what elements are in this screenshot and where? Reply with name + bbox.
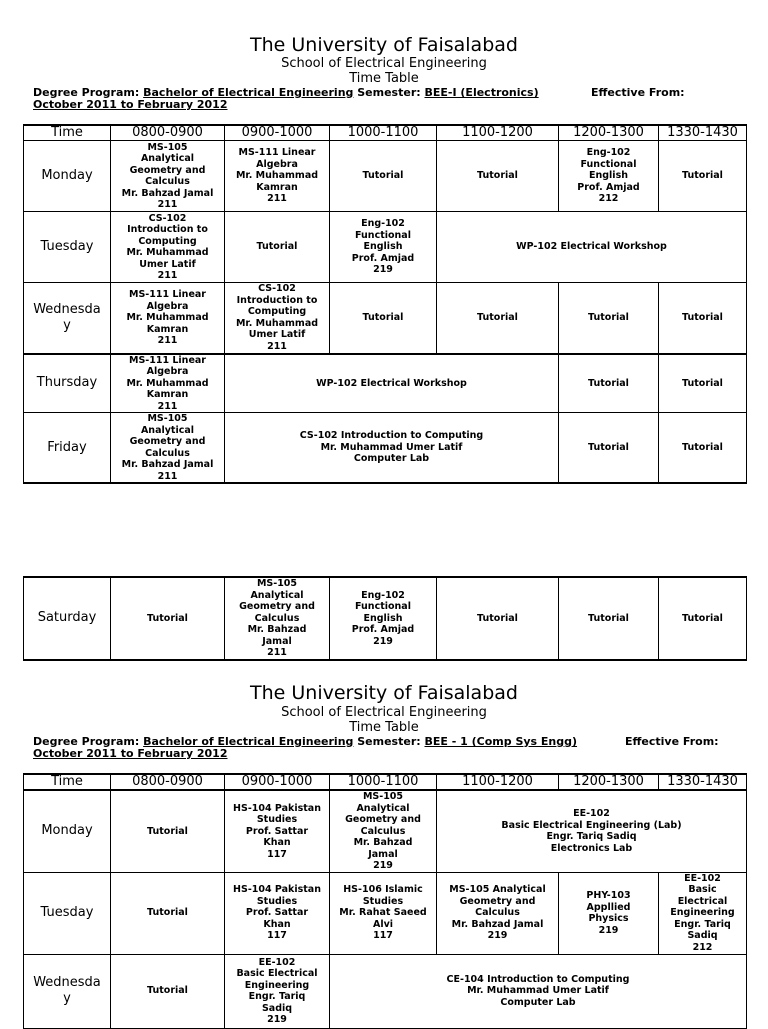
- cell-text-line: Introduction to: [127, 224, 208, 235]
- effective-label: Effective From:: [625, 735, 719, 748]
- cell-text-line: MS-105: [147, 141, 188, 153]
- cell-text-line: 211: [157, 199, 178, 210]
- header-cell: 1330-1430: [659, 774, 747, 790]
- cell-text-line: Physics: [588, 913, 629, 924]
- semester-value: BEE - 1 (Comp Sys Engg): [424, 735, 578, 748]
- cell-text-line: MS-105: [256, 578, 298, 589]
- cell-text-line: English: [589, 170, 628, 182]
- cell-text-line: Studies: [362, 895, 404, 907]
- cell-text-line: MS-111 Linear: [129, 289, 206, 300]
- effective-value: October 2011 to February 2012: [33, 747, 228, 760]
- cell-text-line: Computer Lab: [500, 996, 576, 1008]
- header-cell: 0900-1000: [225, 774, 330, 790]
- cell-text-line: Geometry and: [345, 814, 421, 825]
- cell-text-line: Computing: [138, 235, 197, 247]
- cell-text-line: Mr. Bahzad Jamal: [121, 459, 214, 470]
- tutorial-cell: Tutorial: [659, 283, 747, 354]
- school-name: School of Electrical Engineering: [281, 705, 487, 720]
- degree-value: Bachelor of Electrical Engineering: [143, 735, 354, 748]
- tutorial-cell: Tutorial: [330, 141, 437, 212]
- cell-text-line: Khan: [263, 918, 291, 930]
- cell-text-line: Functional: [580, 158, 637, 170]
- tutorial-cell: Tutorial: [659, 141, 747, 212]
- cell-text-line: English: [363, 241, 403, 253]
- day-label: Friday: [24, 413, 111, 484]
- cell-text-line: 219: [373, 635, 393, 647]
- doc-title: Time Table: [349, 71, 419, 86]
- cell-text-line: 211: [267, 340, 287, 352]
- class-cell: [225, 283, 330, 354]
- class-cell: [225, 577, 330, 660]
- monday-row: [24, 790, 747, 872]
- cell-text-line: Jamal: [368, 848, 398, 860]
- cell-text-line: Appllied: [586, 901, 631, 913]
- cell-text-line: Basic: [688, 884, 717, 896]
- header-cell: Time: [24, 774, 111, 790]
- cell-text-line: 211: [267, 193, 287, 205]
- cell-text-line: Mr. Muhammad Umer Latif: [320, 441, 463, 453]
- cell-text-line: Prof. Amjad: [351, 252, 415, 264]
- cell-text-line: Geometry and: [239, 601, 315, 612]
- tutorial-cell: Tutorial: [111, 577, 225, 660]
- cell-text-line: 211: [157, 470, 178, 482]
- cell-text-line: Mr. Muhammad: [126, 247, 209, 258]
- header-cell: 1200-1300: [559, 774, 659, 790]
- workshop-cell: WP-102 Electrical Workshop: [437, 212, 747, 283]
- cell-text-line: Analytical: [140, 424, 195, 436]
- cell-text-line: Umer Latif: [248, 329, 306, 341]
- tutorial-cell: Tutorial: [437, 283, 559, 354]
- cell-text-line: Mr. Muhammad: [235, 317, 319, 329]
- cell-text-line: 117: [267, 848, 287, 860]
- day-label: [24, 954, 111, 1028]
- cell-text-line: Kamran: [146, 323, 189, 335]
- cell-text-line: Engr. Tariq: [248, 991, 306, 1002]
- cell-text-line: PHY-103: [586, 890, 631, 901]
- friday-row: [24, 413, 747, 484]
- cell-text-line: 211: [267, 647, 287, 658]
- header-cell: 0900-1000: [225, 125, 330, 141]
- header-cell: 0800-0900: [111, 125, 225, 141]
- cell-text-line: Analytical: [250, 589, 304, 601]
- class-cell: [111, 413, 225, 484]
- degree-label: Degree Program:: [33, 735, 140, 748]
- semester-label: Semester:: [357, 735, 421, 748]
- day-label: Tuesday: [24, 212, 111, 283]
- class-cell: [659, 872, 747, 954]
- cell-text-line: Mr. Muhammad Umer Latif: [467, 985, 609, 997]
- day-label: Tuesday: [24, 872, 111, 954]
- cell-text-line: Mr. Bahzad: [353, 837, 413, 848]
- lab-cell: [437, 790, 747, 872]
- class-cell: [111, 212, 225, 283]
- cell-text-line: Alvi: [372, 918, 394, 930]
- header-cell: 1100-1200: [437, 774, 559, 790]
- cell-text-line: y: [63, 317, 71, 333]
- class-cell: [225, 141, 330, 212]
- effective-label: Effective From:: [591, 86, 685, 99]
- cell-text-line: Analytical: [356, 802, 410, 814]
- tutorial-cell: Tutorial: [659, 413, 747, 484]
- cell-text-line: Mr. Muhammad: [126, 312, 209, 323]
- cell-text-line: Computer Lab: [353, 453, 430, 465]
- university-title: The University of Faisalabad: [250, 34, 518, 56]
- cell-text-line: Mr. Bahzad Jamal: [121, 187, 214, 199]
- day-label: Monday: [24, 790, 111, 872]
- day-label: Monday: [24, 141, 111, 212]
- cell-text-line: Mr. Muhammad: [235, 170, 319, 182]
- cell-text-line: EE-102: [258, 956, 296, 968]
- degree-value: Bachelor of Electrical Engineering: [143, 86, 354, 99]
- monday-row: [24, 141, 747, 212]
- cell-text-line: Calculus: [254, 612, 300, 624]
- cell-text-line: Eng-102: [586, 147, 631, 159]
- header-cell: 1000-1100: [330, 125, 437, 141]
- class-cell: [559, 141, 659, 212]
- cell-text-line: EE-102: [573, 808, 610, 820]
- cell-text-line: CS-102: [258, 283, 296, 295]
- cell-text-line: Geometry and: [129, 164, 206, 176]
- header-cell: 1330-1430: [659, 125, 747, 141]
- tutorial-cell: Tutorial: [111, 954, 225, 1028]
- tutorial-cell: Tutorial: [559, 283, 659, 354]
- cell-text-line: Functional: [355, 601, 411, 612]
- cell-text-line: CS-102 Introduction to Computing: [299, 430, 484, 442]
- cell-text-line: CE-104 Introduction to Computing: [446, 973, 630, 985]
- cell-text-line: Analytical: [140, 153, 195, 164]
- cell-text-line: 212: [692, 941, 713, 953]
- cell-text-line: MS-105: [362, 791, 404, 802]
- cell-text-line: CS-102: [148, 212, 187, 224]
- class-cell: [330, 212, 437, 283]
- cell-text-line: Eng-102: [361, 589, 405, 601]
- cell-text-line: Computing: [247, 306, 307, 318]
- cell-text-line: Electronics Lab: [550, 842, 633, 854]
- cell-text-line: 211: [157, 270, 178, 281]
- cell-text-line: Khan: [263, 837, 291, 848]
- degree-label: Degree Program:: [33, 86, 140, 99]
- cell-text-line: 219: [373, 264, 393, 276]
- cell-text-line: Engr. Tariq Sadiq: [546, 831, 637, 843]
- cell-text-line: MS-105: [147, 413, 188, 424]
- cell-text-line: English: [363, 612, 403, 624]
- class-cell: [111, 354, 225, 413]
- saturday-row: [24, 577, 747, 660]
- cell-text-line: Geometry and: [459, 895, 536, 907]
- thursday-row: [24, 354, 747, 413]
- tutorial-cell: Tutorial: [111, 790, 225, 872]
- header-cell: 1000-1100: [330, 774, 437, 790]
- cell-text-line: Algebra: [256, 158, 298, 170]
- cell-text-line: Wednesda: [33, 301, 101, 317]
- cell-text-line: 117: [267, 930, 287, 942]
- header-row: [24, 125, 747, 141]
- cell-text-line: Algebra: [146, 366, 189, 377]
- class-cell: [330, 872, 437, 954]
- class-cell: [437, 872, 559, 954]
- lab-cell: [225, 413, 559, 484]
- cell-text-line: 211: [157, 400, 178, 412]
- lab-cell: [330, 954, 747, 1028]
- cell-text-line: Basic Electrical Engineering (Lab): [501, 819, 682, 831]
- cell-text-line: Calculus: [145, 176, 190, 187]
- doc-title: Time Table: [349, 720, 419, 735]
- class-cell: [330, 790, 437, 872]
- tutorial-cell: Tutorial: [659, 577, 747, 660]
- day-label: [24, 283, 111, 354]
- day-label: Thursday: [24, 354, 111, 413]
- cell-text-line: Geometry and: [129, 436, 206, 447]
- cell-text-line: Umer Latif: [139, 258, 196, 270]
- cell-text-line: MS-105 Analytical: [449, 884, 546, 896]
- cell-text-line: Jamal: [262, 635, 292, 647]
- cell-text-line: Sadiq: [261, 1002, 293, 1014]
- cell-text-line: HS-104 Pakistan: [233, 884, 321, 896]
- semester-label: Semester:: [357, 86, 421, 99]
- tutorial-cell: Tutorial: [225, 212, 330, 283]
- tutorial-cell: Tutorial: [659, 354, 747, 413]
- cell-text-line: Calculus: [475, 907, 520, 919]
- semester-value: BEE-I (Electronics): [424, 86, 539, 99]
- class-cell: [111, 141, 225, 212]
- tutorial-cell: Tutorial: [559, 577, 659, 660]
- cell-text-line: Introduction to: [236, 294, 318, 306]
- cell-text-line: 219: [267, 1014, 287, 1025]
- wednesday-row: [24, 954, 747, 1028]
- tutorial-cell: Tutorial: [437, 141, 559, 212]
- class-cell: [111, 283, 225, 354]
- cell-text-line: 219: [598, 924, 619, 936]
- cell-text-line: Prof. Sattar: [245, 907, 309, 919]
- cell-text-line: Eng-102: [361, 218, 405, 230]
- cell-text-line: Mr. Bahzad Jamal: [451, 918, 544, 930]
- cell-text-line: Prof. Amjad: [351, 624, 415, 635]
- header-cell: Time: [24, 125, 111, 141]
- cell-text-line: Mr. Rahat Saeed: [339, 907, 427, 919]
- tutorial-cell: Tutorial: [559, 354, 659, 413]
- cell-text-line: HS-104 Pakistan: [233, 802, 321, 814]
- cell-text-line: y: [63, 991, 71, 1006]
- class-cell: [225, 790, 330, 872]
- cell-text-line: MS-111 Linear: [238, 147, 316, 159]
- school-name: School of Electrical Engineering: [281, 56, 487, 71]
- header-cell: 1200-1300: [559, 125, 659, 141]
- header-row: [24, 774, 747, 790]
- cell-text-line: Prof. Sattar: [245, 825, 309, 837]
- cell-text-line: Kamran: [256, 181, 298, 193]
- cell-text-line: 219: [487, 930, 508, 942]
- university-title: The University of Faisalabad: [250, 682, 518, 704]
- header-cell: 0800-0900: [111, 774, 225, 790]
- tuesday-row: [24, 212, 747, 283]
- timetable-1: [23, 124, 747, 484]
- cell-text-line: 212: [598, 193, 619, 205]
- cell-text-line: 117: [373, 930, 393, 942]
- class-cell: [225, 872, 330, 954]
- cell-text-line: Mr. Muhammad: [126, 377, 209, 389]
- cell-text-line: Calculus: [360, 825, 406, 837]
- cell-text-line: Functional: [355, 229, 411, 241]
- class-cell: [225, 954, 330, 1028]
- timetable-1-saturday: [23, 576, 747, 661]
- cell-text-line: Electrical: [677, 895, 728, 907]
- header-cell: 1100-1200: [437, 125, 559, 141]
- tutorial-cell: Tutorial: [559, 413, 659, 484]
- cell-text-line: Sadiq: [687, 930, 718, 942]
- cell-text-line: Calculus: [145, 447, 190, 459]
- cell-text-line: Basic Electrical: [236, 968, 318, 979]
- cell-text-line: Studies: [256, 895, 298, 907]
- cell-text-line: Studies: [256, 814, 298, 825]
- day-label: Saturday: [24, 577, 111, 660]
- class-cell: [559, 872, 659, 954]
- wednesday-row: [24, 283, 747, 354]
- timetable-2: [23, 773, 747, 1029]
- cell-text-line: Wednesda: [33, 975, 101, 990]
- cell-text-line: Mr. Bahzad: [247, 624, 307, 635]
- cell-text-line: 211: [157, 335, 178, 346]
- cell-text-line: 219: [373, 860, 393, 871]
- effective-value: October 2011 to February 2012: [33, 98, 228, 111]
- tutorial-cell: Tutorial: [111, 872, 225, 954]
- cell-text-line: Engineering: [670, 907, 735, 919]
- cell-text-line: Algebra: [146, 300, 189, 312]
- tutorial-cell: Tutorial: [330, 283, 437, 354]
- cell-text-line: Prof. Amjad: [577, 181, 640, 193]
- cell-text-line: MS-111 Linear: [129, 354, 206, 366]
- cell-text-line: HS-106 Islamic: [343, 884, 423, 896]
- cell-text-line: Engr. Tariq: [674, 918, 731, 930]
- cell-text-line: Engineering: [244, 979, 310, 991]
- tuesday-row: [24, 872, 747, 954]
- tutorial-cell: Tutorial: [437, 577, 559, 660]
- workshop-cell: WP-102 Electrical Workshop: [225, 354, 559, 413]
- cell-text-line: EE-102: [684, 872, 721, 884]
- class-cell: [330, 577, 437, 660]
- cell-text-line: Kamran: [146, 389, 189, 400]
